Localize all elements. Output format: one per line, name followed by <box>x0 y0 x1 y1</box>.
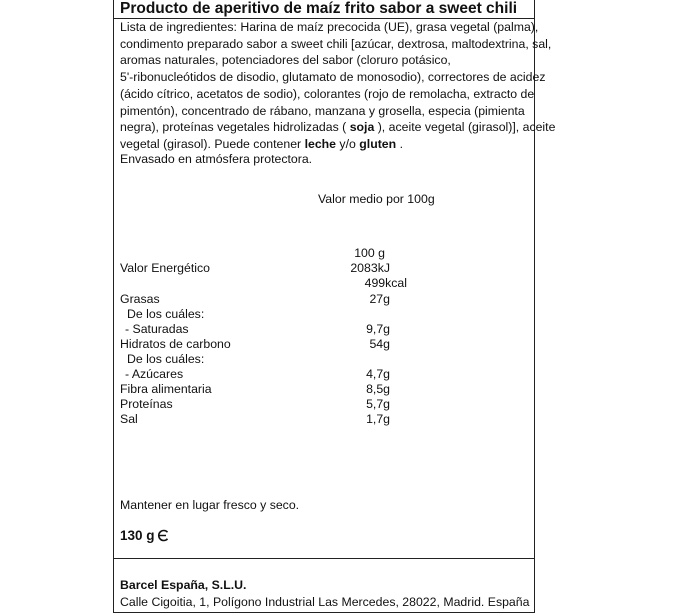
nutrition-value: 2083kJ <box>350 261 390 275</box>
nutrition-label: Sal <box>120 412 138 426</box>
nutrition-row <box>120 292 420 307</box>
net-weight <box>120 528 170 546</box>
nutrition-row <box>120 322 420 337</box>
ingredients-line <box>120 136 532 153</box>
nutrition-row <box>120 276 420 291</box>
nutrition-label: - Saturadas <box>125 322 189 336</box>
nutrition-row <box>120 352 420 367</box>
allergen-text: gluten <box>359 136 397 151</box>
ingredients-list <box>120 19 556 153</box>
nutrition-value: 4,7g <box>366 367 390 381</box>
nutrition-value: 1,7g <box>366 412 390 426</box>
nutrition-row <box>120 261 420 276</box>
ingredients-text: y/o <box>336 136 360 151</box>
nutrition-label: Fibra alimentaria <box>120 382 212 396</box>
nutrition-column-header: 100 g <box>354 246 385 260</box>
ingredients-line <box>120 119 556 136</box>
ingredients-text: pimentón), concentrado de rábano, manzana y grosella, especia (pimienta <box>120 103 525 118</box>
nutrition-label: Hidratos de carbono <box>120 337 231 351</box>
company-address: Calle Cigoitia, 1, Polígono Industrial Las Mercedes, 28022, Madrid. España <box>120 595 530 609</box>
ingredients-text: ), aceite vegetal (girasol)], aceite <box>374 120 556 135</box>
ingredients-line <box>120 19 539 36</box>
ingredients-text: Lista de ingredientes: Harina de maíz precocida (UE), grasa vegetal (palma), <box>120 20 539 34</box>
allergen-text: soja <box>349 120 375 135</box>
e-mark-icon <box>157 529 170 546</box>
ingredients-text: aromas naturales, potenciadores del sabor (cloruro potásico, <box>120 53 451 68</box>
nutrition-row <box>120 337 420 352</box>
nutrition-header: Valor medio por 100g <box>318 192 435 206</box>
allergen-text: leche <box>304 136 337 151</box>
net-weight-value: 130 g <box>120 528 155 543</box>
nutrition-row <box>120 307 420 322</box>
nutrition-column-header-row <box>120 246 420 261</box>
ingredients-text: 5'-ribonucleótidos de disodio, glutamato de monosodio), correctores de acidez <box>120 70 546 85</box>
nutrition-label: Proteínas <box>120 397 173 411</box>
ingredients-text: negra), proteínas vegetales hidrolizadas ( <box>120 120 350 135</box>
nutrition-value: 5,7g <box>366 397 390 411</box>
ingredients-text: condimento preparado sabor a sweet chili [azúcar, dextrosa, maltodextrina, sal, <box>120 36 552 51</box>
ingredients-line <box>120 52 532 69</box>
footer-divider <box>114 558 534 559</box>
ingredients-line <box>120 36 552 53</box>
nutrition-label: De los cuáles: <box>127 352 205 366</box>
ingredients-text: vegetal (girasol). Puede contener <box>120 136 305 151</box>
product-title: Producto de aperitivo de maíz frito sabor a sweet chili <box>120 0 518 17</box>
packaging-note: Envasado en atmósfera protectora. <box>120 152 313 166</box>
nutrition-label: Grasas <box>120 292 160 306</box>
ingredients-text: (ácido cítrico, acetatos de sodio), colorantes (rojo de remolacha, extracto de <box>120 86 535 101</box>
nutrition-value: 9,7g <box>366 322 390 336</box>
company-name: Barcel España, S.L.U. <box>120 578 247 592</box>
nutrition-label: Valor Energético <box>120 261 210 275</box>
nutrition-value: 499kcal <box>364 276 407 290</box>
nutrition-value: 27g <box>369 292 390 306</box>
ingredients-line <box>120 69 546 86</box>
ingredients-line <box>120 86 535 103</box>
nutrition-label: - Azúcares <box>125 367 184 381</box>
nutrition-row <box>120 367 420 382</box>
nutrition-row <box>120 412 420 427</box>
nutrition-row <box>120 397 420 412</box>
nutrition-row <box>120 382 420 397</box>
nutrition-label: De los cuáles: <box>127 307 205 321</box>
ingredients-text: . <box>396 136 403 151</box>
nutrition-value: 8,5g <box>366 382 390 396</box>
storage-note: Mantener en lugar fresco y seco. <box>120 498 300 512</box>
nutrition-value: 54g <box>369 337 390 351</box>
ingredients-line <box>120 103 532 120</box>
